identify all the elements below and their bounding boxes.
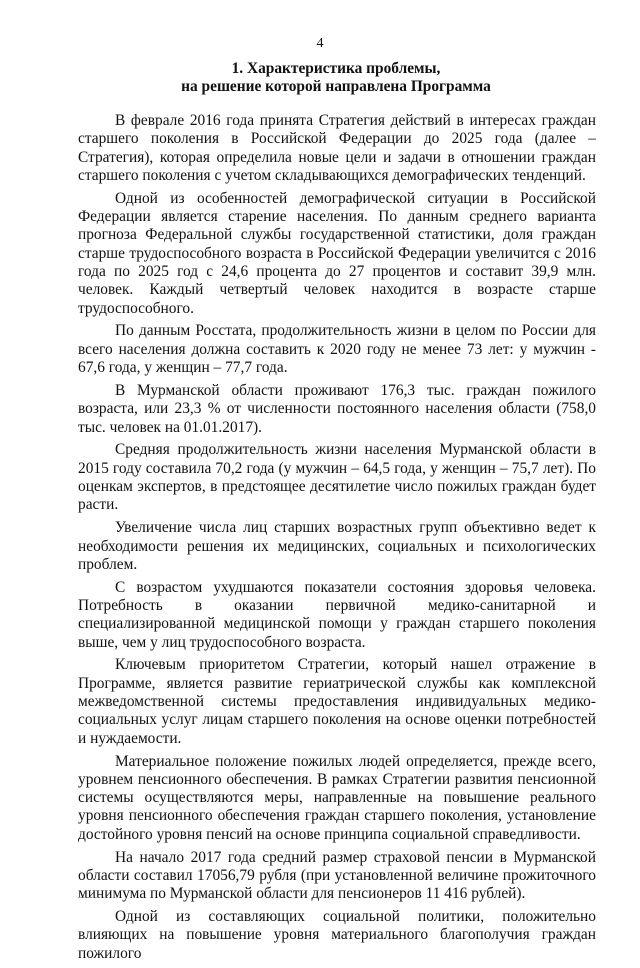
paragraph-demographic-aging: Одной из особенностей демографической ситуации в Российской Федерации является старение населения. По данным среднего варианта прогноза Федеральной службы государственной статистики, доля граждан старше трудоспособного возраста в Российской Федерации увеличится с 2016 года по 2025 год с 24,6 процента до 27 процентов и составит 39,9 млн. человек. Каждый четвертый человек находится в возрасте старше трудоспособного.: [78, 189, 596, 317]
paragraph-murmansk-elderly-population: В Мурманской области проживают 176,3 тыс. граждан пожилого возраста, или 23,3 % от численности постоянного населения области (758,0 тыс. человек на 01.01.2017).: [78, 381, 596, 436]
paragraph-murmansk-life-expectancy: Средняя продолжительность жизни населения Мурманской области в 2015 году составила 70,2 года (у мужчин – 64,5 года, у женщин – 75,7 лет). По оценкам экспертов, в предстоящее десятилетие число пожилых граждан будет расти.: [78, 441, 596, 514]
section-heading-line-2: на решение которой направлена Программа: [181, 78, 491, 95]
paragraph-elderly-problems: Увеличение числа лиц старших возрастных групп объективно ведет к необходимости решения их медицинских, социальных и психологических проблем.: [78, 519, 596, 573]
scan-margin-mark: [78, 897, 114, 899]
paragraph-strategy-adoption: В феврале 2016 года принята Стратегия действий в интересах граждан старшего поколения в Российской Федерации до 2025 года (далее – Стратегия), которая определила новые цели и задачи в отношении граждан старшего поколения с учетом складывающихся демографических тенденций.: [78, 112, 596, 184]
paragraph-geriatric-service: Ключевым приоритетом Стратегии, который нашел отражение в Программе, является развитие гериатрической службы как комплексной межведомственной системы предоставления индивидуальных медико-социальных услуг лицам старшего поколения на основе оценки потребностей и нуждаемости.: [78, 656, 596, 747]
page-number: 4: [316, 36, 324, 51]
body-text: [78, 112, 596, 968]
section-heading: [76, 60, 596, 96]
paragraph-health-indicators: С возрастом ухудшаются показатели состояния здоровья человека. Потребность в оказании первичной медико-санитарной и специализированной медицинской помощи у граждан старшего поколения выше, чем у лиц трудоспособного возраста.: [78, 578, 596, 651]
paragraph-social-policy: Одной из составляющих социальной политики, положительно влияющих на повышение уровня материального благополучия граждан пожилого: [78, 908, 596, 962]
section-heading-line-1: 1. Характеристика проблемы,: [231, 60, 441, 77]
paragraph-average-pension: На начало 2017 года средний размер страховой пенсии в Мурманской области составил 17056,79 рубля (при установленной величине прожиточного минимума по Мурманской области для пенсионеров 11 416 рублей).: [78, 848, 596, 903]
paragraph-pension-provision: Материальное положение пожилых людей определяется, прежде всего, уровнем пенсионного обеспечения. В рамках Стратегии развития пенсионной системы осуществляются меры, направленные на повышение реального уровня пенсионного обеспечения граждан старшего поколения, установление достойного уровня пенсий на основе принципа социальной справедливости.: [78, 752, 596, 843]
paragraph-life-expectancy-russia: По данным Росстата, продолжительность жизни в целом по России для всего населения должна составить к 2020 году не менее 73 лет: у мужчин - 67,6 года, у женщин – 77,7 года.: [78, 322, 596, 377]
